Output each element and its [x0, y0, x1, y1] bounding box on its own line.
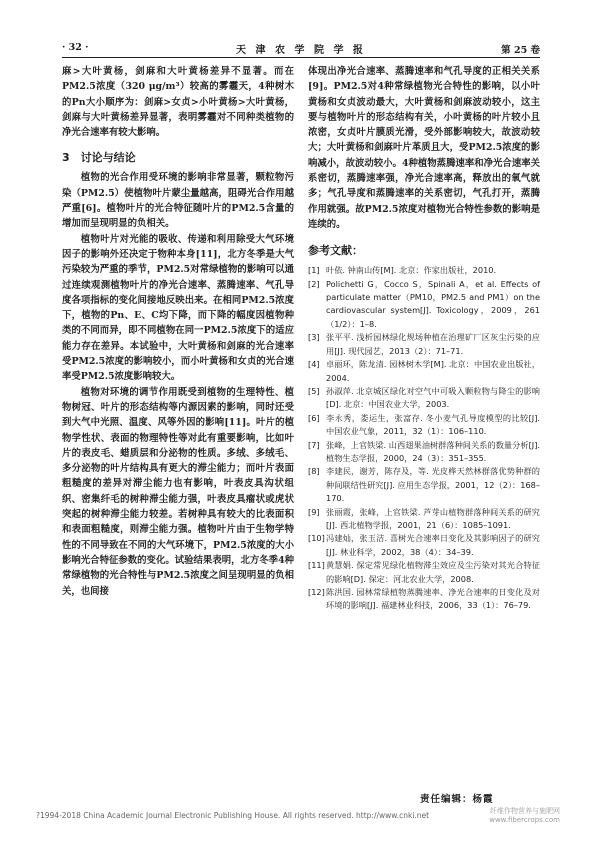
reference-item: [2] Polichetti G，Cocco S，Spinali A，et al. Effects of particulate matter（PM10，PM2.5 and PM1）on the cardiovascular system[J]. Toxicology，2009，261（1/2）：1–8. — [308, 278, 540, 329]
watermark-url: www.fibercrops.com — [489, 816, 560, 824]
reference-item: [4] 卓丽环，陈龙清. 园林树木学[M]. 北京：中国农业出版社，2004. — [308, 359, 540, 383]
reference-item: [6] 李永秀，娄运生，张富存. 冬小麦气孔导度模型的比较[J]. 中国农业气象，2011，32（1）：106–110. — [308, 412, 540, 437]
reference-item: [12] 陈洪国. 园林常绿植物蒸腾速率、净光合速率的日变化及对环境的影响[J]. 福建林业科技，2006，33（1）：76–79. — [308, 587, 540, 611]
discussion-paragraph-2: 植物叶片对光能的吸收、传递和利用除受大气环境因子的影响外还决定于物种本身[11]，北方冬季是大气污染较为严重的季节，PM2.5对常绿植物的影响可以通过连续观测植物叶片的净光合速率、蒸腾速率、气孔导度各项指标的变化间接地反映出来。在相同PM2.5浓度下，植物的Pn、E、C均下降，而下降的幅度因植物种类的不同而异，即不同植物在同一PM2.5浓度下的适应能力存在差异。本试验中，大叶黄杨和剑麻的光合速率受PM2.5浓度的影响较小，而小叶黄杨和女贞的光合速率受PM2.5浓度影响较大。 — [62, 233, 294, 383]
discussion-paragraph-1: 植物的光合作用受环境的影响非常显著，颗粒物污染（PM2.5）使植物叶片蒙尘量越高，阻碍光合作用越严重[6]。植物叶片的光合特征随叶片的PM2.5含量的增加而呈现明显的负相关。 — [62, 172, 294, 230]
copyright-notice: ?1994-2018 China Academic Journal Electronic Publishing House. All rights reserved. http://www.cnki.net — [36, 811, 430, 820]
reference-item: [7] 张峰，上官铁梁. 山西翅果油树群落种间关系的数量分析[J]. 植物生态学报，2000，24（3）：351–355. — [308, 439, 540, 463]
journal-title: 天 津 农 学 院 学 报 — [236, 45, 366, 56]
volume-label: 第 25 卷 — [501, 45, 540, 56]
section-heading: 3 讨论与结论 — [62, 151, 136, 165]
header-rule — [62, 57, 540, 58]
right-column — [308, 64, 540, 613]
watermark-text: 纤维作物营养与施肥网 — [490, 807, 560, 815]
reference-list — [308, 264, 540, 613]
page-footer — [36, 807, 560, 824]
watermark — [489, 807, 560, 825]
page-number: · 32 · — [62, 42, 89, 53]
reference-item: [5] 孙淑萍. 北京城区绿化对空气中可吸入颗粒物与降尘的影响[D]. 北京：中国农业大学，2003. — [308, 385, 540, 410]
reference-item: [1] 叶依. 钟南山传[M]. 北京：作家出版社，2010. — [308, 265, 497, 276]
reference-item: [9] 张丽霞，张峰，上官铁梁. 芦芽山植物群落种间关系的研究[J]. 西北植物学报，2001，21（6）：1085–1091. — [308, 506, 540, 530]
results-paragraph-continued: 麻>大叶黄杨，剑麻和大叶黄杨差异不显著。而在PM2.5浓度（320 μg/m³）较高的雾霾天，4种树木的Pn大小顺序为：剑麻>女贞>小叶黄杨>大叶黄杨，剑麻与大叶黄杨差异显著，表明雾霾对不同种类植物的净光合速率有较大影响。 — [62, 66, 294, 139]
reference-item: [11] 黄慧娟. 保定常见绿化植物滞尘效应及尘污染对其光合特征的影响[D]. 保定：河北农业大学，2008. — [308, 560, 540, 584]
reference-item: [10] 冯建灿，张玉洁. 喜树光合速率日变化及其影响因子的研究[J]. 林业科学，2002，38（4）：34–39. — [308, 533, 540, 557]
discussion-paragraph-continued: 体现出净光合速率、蒸腾速率和气孔导度的正相关关系[9]。PM2.5对4种常绿植物光合特性的影响，以小叶黄杨和女贞波动最大，大叶黄杨和剑麻波动较小，这主要与植物叶片的形态结构有关，小叶黄杨的叶片较小且浓密，女贞叶片膜质光滑，受外部影响较大，故波动较大；大叶黄杨和剑麻叶片革质且大，受PM2.5浓度的影响减小，故波动较小。4种植物蒸腾速率和净光合速率关系密切，蒸腾速率强，净光合速率高，释放出的氧气就多；气孔导度和蒸腾速率的关系密切，气孔打开，蒸腾作用就强。故PM2.5浓度对植物光合特性参数的影响是连续的。 — [308, 66, 540, 230]
running-header — [62, 40, 540, 56]
discussion-paragraph-3: 植物对环境的调节作用既受到植物的生理特性、植物树冠、叶片的形态结构等内源因素的影响，同时还受到大气中光照、温度、风等外因的影响[11]。叶片的植物学性状、表面的物理特性等对此有重要影响，比如叶片的表皮毛、蜡质层和分泌物的性质。多绒、多绒毛、多分泌物的叶片结构具有更大的滞尘能力；而叶片表面粗糙度的差异对滞尘能力也有影响，叶表皮具沟状组织、密集纤毛的树种滞尘能力强，叶表皮具瘤状或虎状突起的树种滞尘能力较差。若树种具有较大的比表面积和表面粗糙度，则滞尘能力强。植物叶片由于生物学特性的不同导致在不同的大气环境下，PM2.5浓度的大小影响光合特征参数的变化。试验结果表明，北方冬季4种常绿植物的光合特性与PM2.5浓度之间呈现明显的负相关，也间接 — [62, 386, 294, 597]
left-column — [62, 64, 294, 599]
reference-item: [8] 李建民，谢芳，陈存及，等. 光皮桦天然林群落优势种群的种间联结性研究[J]. 应用生态学报，2001，12（2）：168–170. — [308, 466, 540, 504]
reference-item: [3] 张平平. 浅析园林绿化规场种植在治理矿厂区灰尘污染的应用[J]. 现代园艺，2013（2）：71–71. — [308, 332, 540, 356]
responsible-editor: 责任编辑：杨霞 — [420, 794, 494, 805]
references-heading: 参考文献： — [308, 244, 363, 258]
